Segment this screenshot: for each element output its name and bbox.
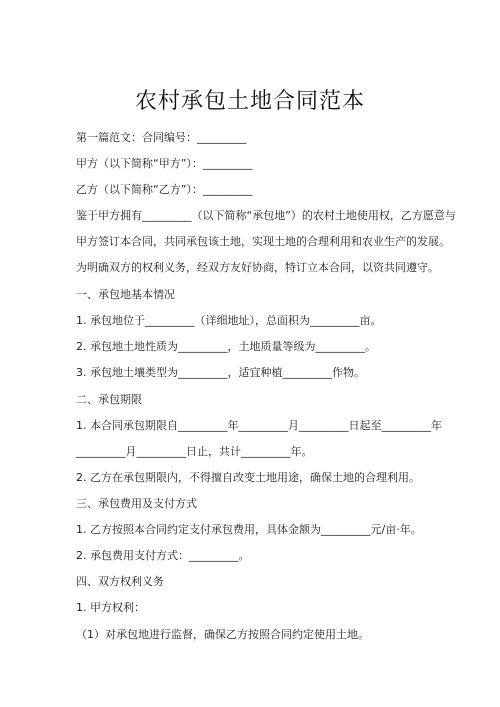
section-heading-1: 一、承包地基本情况 [76, 288, 175, 301]
contract-number-line: 第一篇范文：合同编号：_________ [76, 131, 247, 144]
section-heading-2: 二、承包期限 [76, 393, 142, 406]
party-a-line: 甲方（以下简称“甲方”）：_________ [76, 157, 253, 170]
preamble-line-3: 为明确双方的权利义务，经双方友好协商，特订立本合同，以资共同遵守。 [76, 261, 439, 274]
section-heading-3: 三、承包费用及支付方式 [76, 497, 197, 510]
clause-1-1: 1. 承包地位于_________（详细地址），总面积为_________亩。 [76, 314, 382, 327]
preamble-line-1: 鉴于甲方拥有_________（以下简称“承包地”）的农村土地使用权，乙方愿意与 [76, 209, 456, 222]
document-title: 农村承包土地合同范本 [134, 89, 365, 114]
clause-2-1: 1. 本合同承包期限自_________年_________月_________日起至_________年 [76, 419, 442, 432]
section-heading-4: 四、双方权利义务 [76, 575, 164, 588]
clause-1-2: 2. 承包地土地性质为_________，土地质量等级为_________。 [76, 340, 376, 353]
clause-4-1-1: （1）对承包地进行监督，确保乙方按照合同约定使用土地。 [76, 628, 369, 641]
clause-2-2: 2. 乙方在承包期限内，不得擅自改变土地用途，确保土地的合理利用。 [76, 471, 420, 484]
clause-3-2: 2. 承包费用支付方式：_________。 [76, 549, 250, 562]
clause-3-1: 1. 乙方按照本合同约定支付承包费用，具体金额为_________元/亩·年。 [76, 523, 422, 536]
party-b-line: 乙方（以下简称“乙方”）：_________ [76, 183, 253, 196]
preamble-line-2: 甲方签订本合同，共同承包该土地，实现土地的合理利用和农业生产的发展。 [76, 235, 450, 248]
clause-2-1-continued: _________月_________日止，共计_________年。 [76, 445, 313, 458]
clause-1-3: 3. 承包地土壤类型为_________，适宜种植_________作物。 [76, 366, 365, 379]
clause-4-1: 1. 甲方权利： [76, 601, 145, 614]
